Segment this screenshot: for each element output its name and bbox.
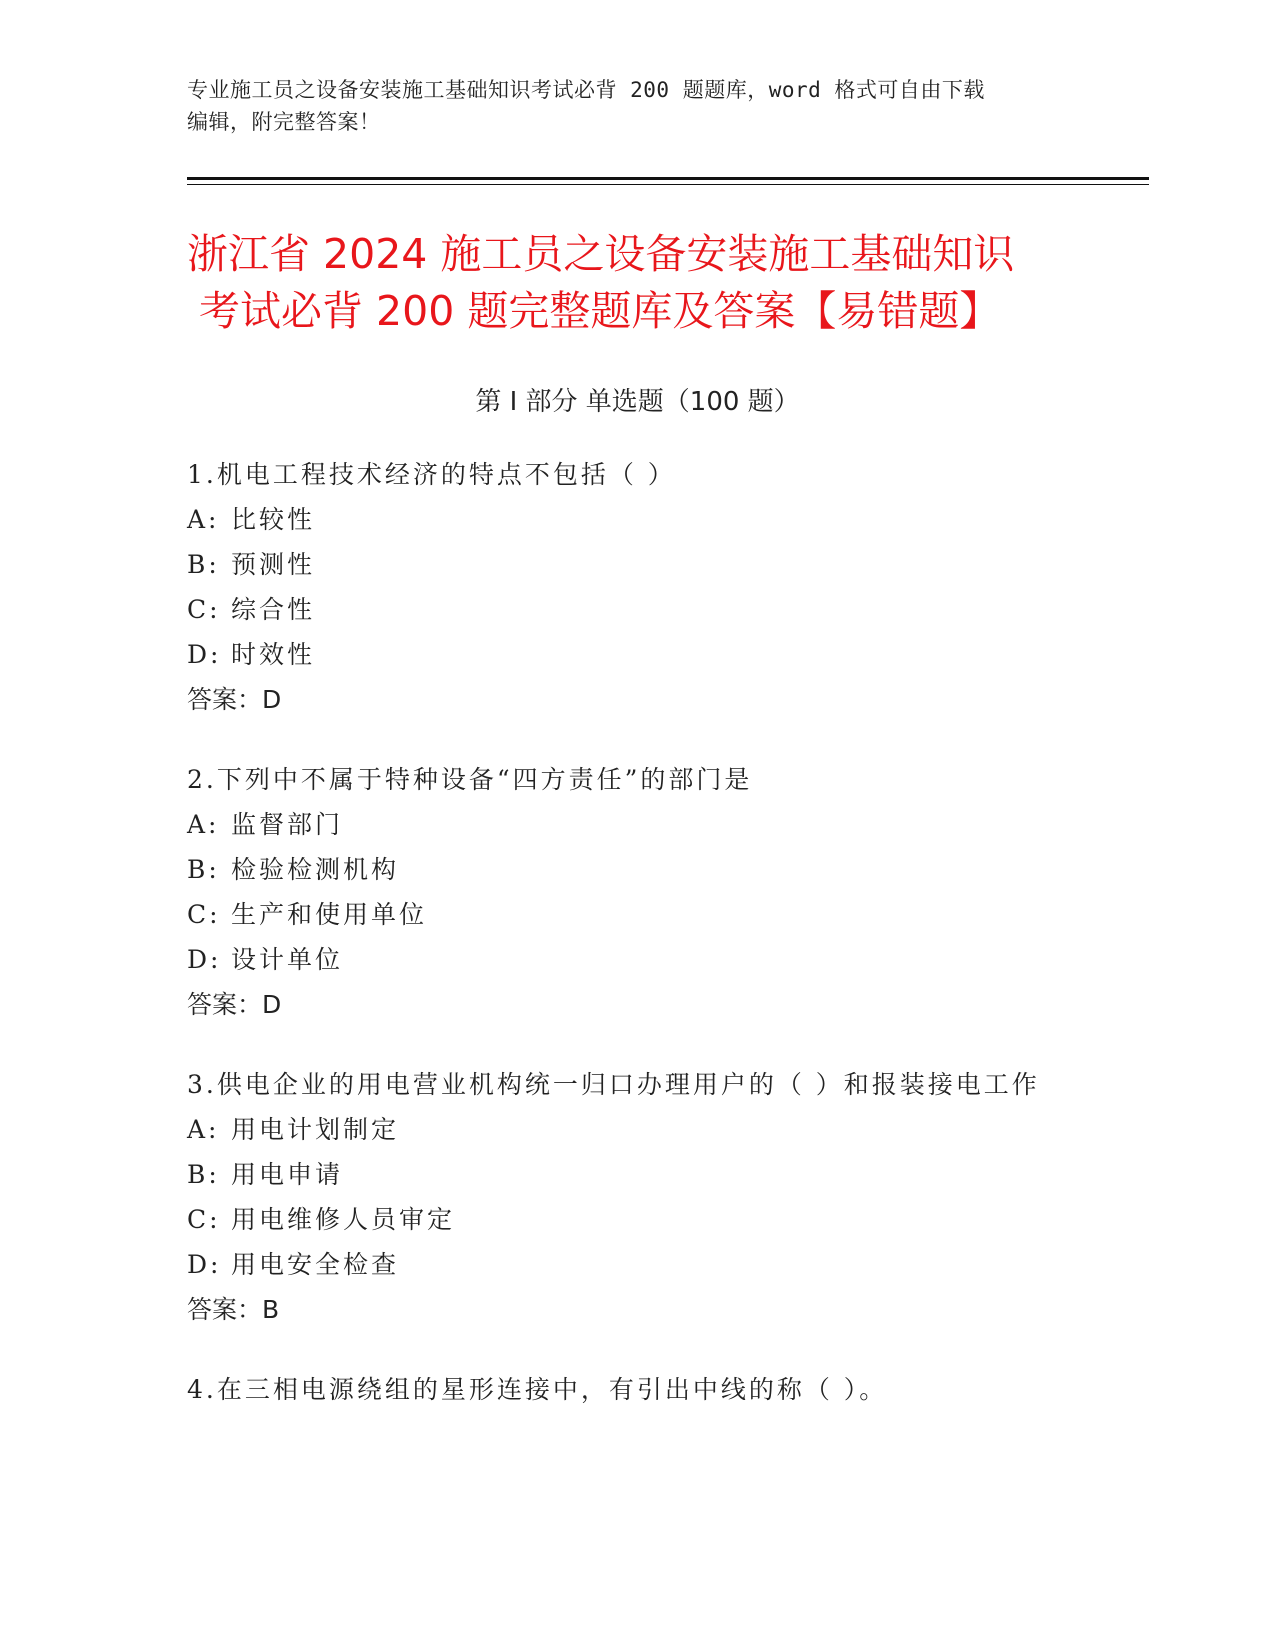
option-b — [187, 847, 1107, 892]
document-title-line-2: 考试必背 200 题完整题库及答案【易错题】 — [199, 287, 1001, 335]
header-divider-thick — [187, 177, 1149, 180]
option-letter: B: — [187, 550, 220, 579]
option-c — [187, 587, 1107, 632]
option-letter: D: — [187, 1250, 222, 1279]
option-b — [187, 1152, 1107, 1197]
header-note-line-2: 编辑，附完整答案！ — [187, 110, 381, 134]
question-stem: 3.供电企业的用电营业机构统一归口办理用户的（ ）和报装接电工作 — [187, 1070, 1040, 1099]
option-text: 用电安全检查 — [231, 1250, 400, 1279]
header-note-line-1: 专业施工员之设备安装施工基础知识考试必背 200 题题库，word 格式可自由下载 — [187, 78, 985, 102]
question-stem: 2.下列中不属于特种设备“四方责任”的部门是 — [187, 765, 753, 794]
option-d — [187, 937, 1107, 982]
option-letter: D: — [187, 945, 222, 974]
option-text: 用电维修人员审定 — [231, 1205, 456, 1234]
option-letter: C: — [187, 595, 221, 624]
option-text: 综合性 — [231, 595, 316, 624]
option-letter: A: — [187, 810, 220, 839]
document-title — [187, 226, 1087, 340]
answer: 答案：D — [187, 990, 282, 1019]
answer: 答案：D — [187, 685, 282, 714]
question-1 — [187, 452, 1107, 722]
header-divider-thin — [187, 184, 1149, 185]
option-text: 时效性 — [231, 640, 316, 669]
option-c — [187, 1197, 1107, 1242]
option-letter: B: — [187, 855, 220, 884]
question-stem: 4.在三相电源绕组的星形连接中，有引出中线的称（ ）。 — [187, 1375, 888, 1404]
option-text: 预测性 — [231, 550, 316, 579]
option-letter: C: — [187, 1205, 221, 1234]
option-text: 比较性 — [231, 505, 316, 534]
header-note — [187, 74, 1087, 138]
option-text: 生产和使用单位 — [231, 900, 428, 929]
question-3 — [187, 1062, 1107, 1332]
answer: 答案：B — [187, 1295, 280, 1324]
option-text: 用电申请 — [231, 1160, 344, 1189]
question-stem: 1.机电工程技术经济的特点不包括（ ） — [187, 460, 676, 489]
option-d — [187, 632, 1107, 677]
question-4 — [187, 1367, 1107, 1412]
question-2 — [187, 757, 1107, 1027]
option-a — [187, 1107, 1107, 1152]
option-letter: D: — [187, 640, 222, 669]
option-letter: A: — [187, 1115, 220, 1144]
option-letter: C: — [187, 900, 221, 929]
option-a — [187, 802, 1107, 847]
option-a — [187, 497, 1107, 542]
option-letter: A: — [187, 505, 220, 534]
document-title-line-1: 浙江省 2024 施工员之设备安装施工基础知识 — [187, 230, 1015, 278]
option-c — [187, 892, 1107, 937]
option-letter: B: — [187, 1160, 220, 1189]
option-text: 检验检测机构 — [231, 855, 400, 884]
option-text: 设计单位 — [231, 945, 344, 974]
option-text: 用电计划制定 — [231, 1115, 400, 1144]
option-d — [187, 1242, 1107, 1287]
option-text: 监督部门 — [231, 810, 344, 839]
section-heading: 第 I 部分 单选题（100 题） — [475, 387, 800, 417]
option-b — [187, 542, 1107, 587]
